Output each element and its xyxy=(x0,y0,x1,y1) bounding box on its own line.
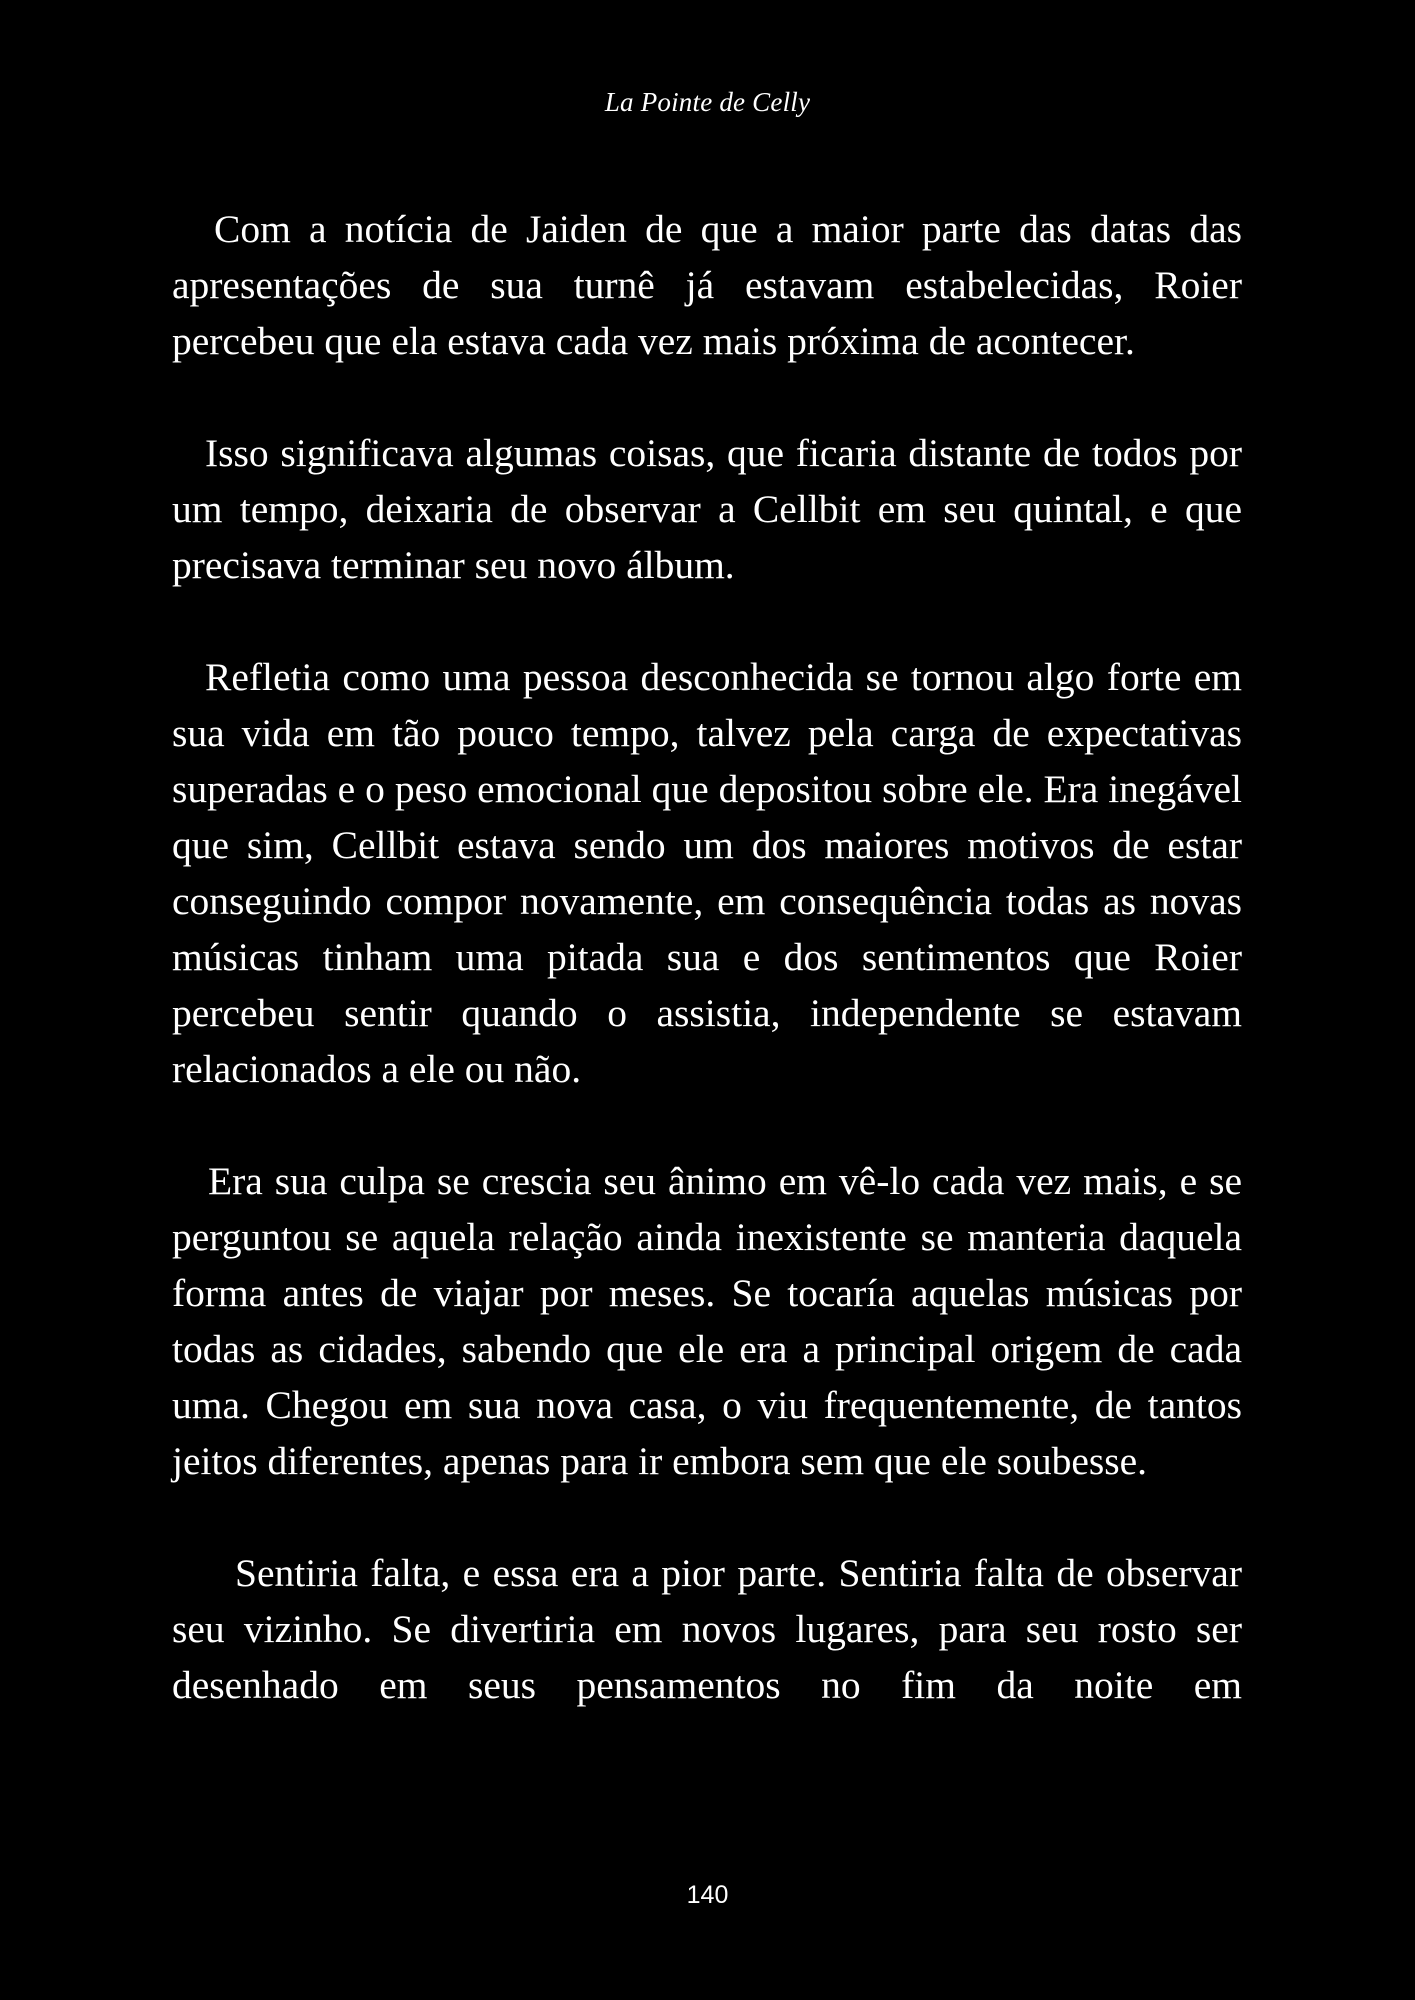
paragraph-5: Sentiria falta, e essa era a pior parte. Sentiria falta de observar seu vizinho. Se divertiria em novos lugares, para seu rosto ser desenhado em seus pensamentos no fim da noite em xyxy=(172,1551,1242,1707)
paragraph-2: Isso significava algumas coisas, que ficaria distante de todos por um tempo, deixaria de observar a Cellbit em seu quintal, e que precisava terminar seu novo álbum. xyxy=(172,431,1242,587)
page-number: 140 xyxy=(686,1881,729,1909)
body-text xyxy=(172,201,1242,1713)
running-header: La Pointe de Celly xyxy=(604,87,811,117)
paragraph-4: Era sua culpa se crescia seu ânimo em vê-lo cada vez mais, e se perguntou se aquela relação ainda inexistente se manteria daquela forma antes de viajar por meses. Se tocaría aquelas músicas por todas as cidades, sabendo que ele era a principal origem de cada uma. Chegou em sua nova casa, o viu frequentemente, de tantos jeitos diferentes, apenas para ir embora sem que ele soubesse. xyxy=(172,1159,1242,1483)
paragraph-3: Refletia como uma pessoa desconhecida se tornou algo forte em sua vida em tão pouco tempo, talvez pela carga de expectativas superadas e o peso emocional que depositou sobre ele. Era inegável que sim, Cellbit estava sendo um dos maiores motivos de estar conseguindo compor novamente, em consequência todas as novas músicas tinham uma pitada sua e dos sentimentos que Roier percebeu sentir quando o assistia, independente se estavam relacionados a ele ou não. xyxy=(172,655,1242,1091)
paragraph-1: Com a notícia de Jaiden de que a maior parte das datas das apresentações de sua turnê já estavam estabelecidas, Roier percebeu que ela estava cada vez mais próxima de acontecer. xyxy=(172,207,1242,363)
